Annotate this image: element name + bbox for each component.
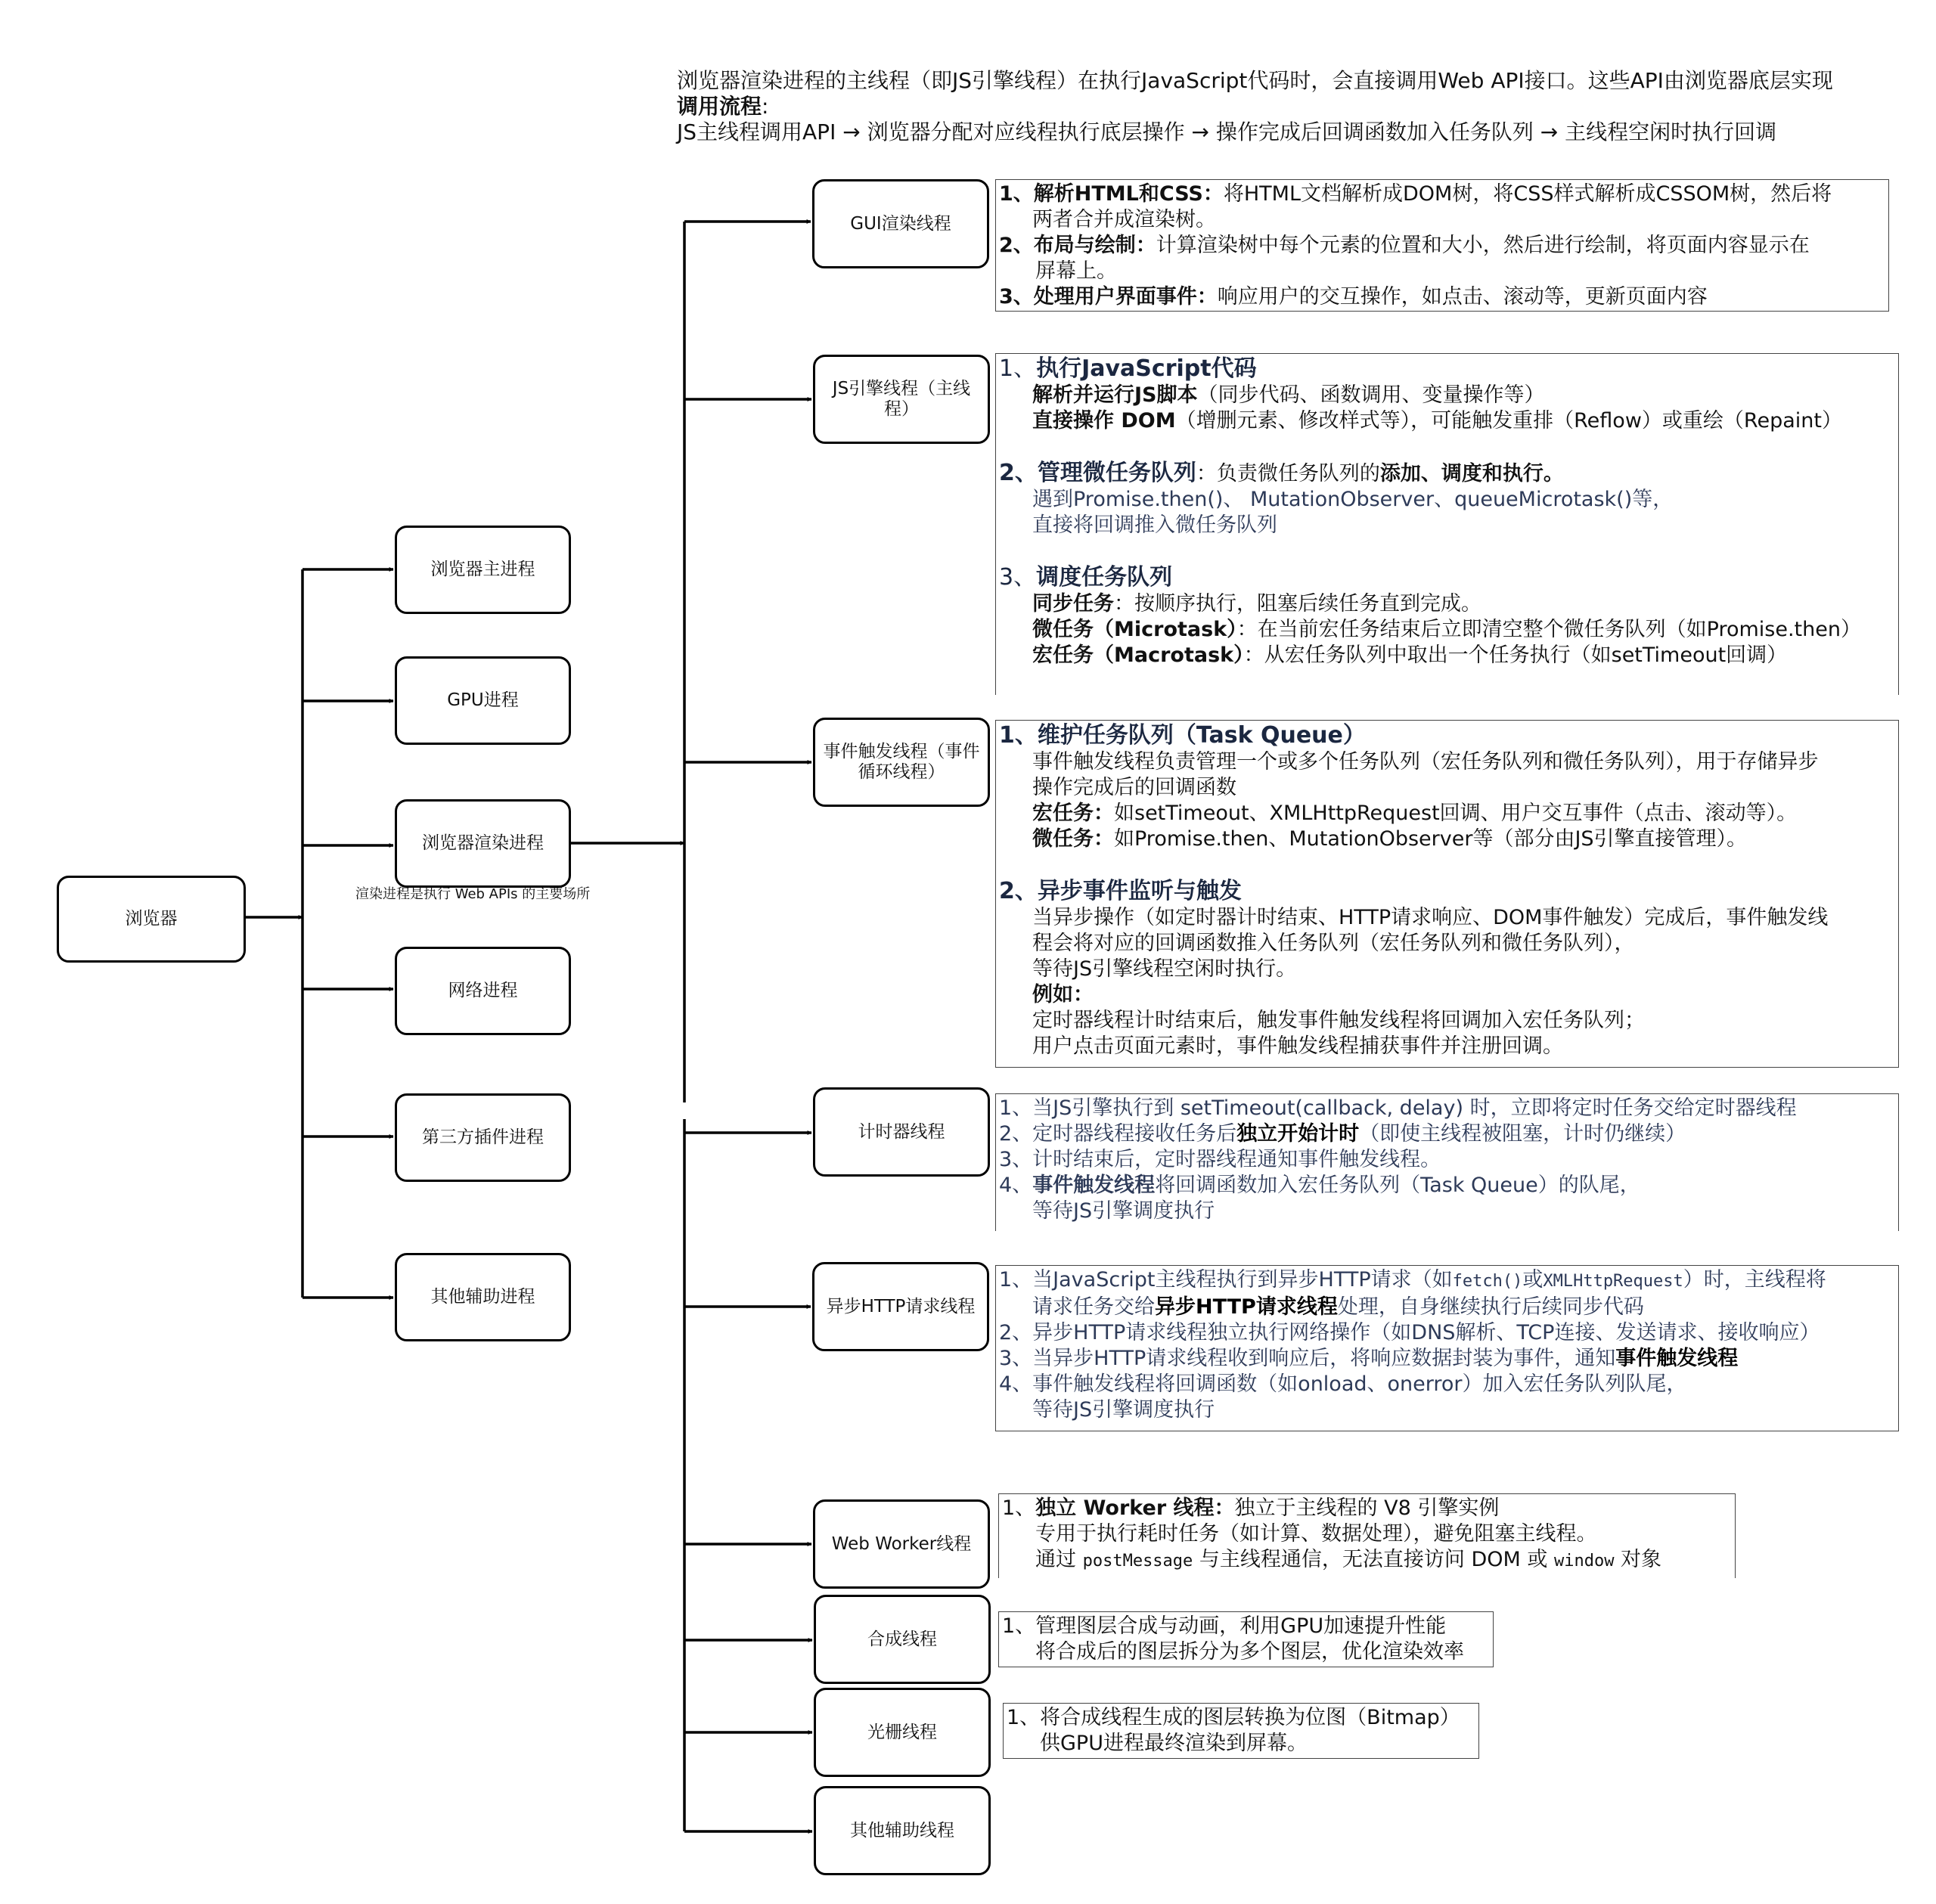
desc-timer-thread: 1、当JS引擎执行到 setTimeout(callback, delay) 时，立即将定时任务交给定时器线程 2、定时器线程接收任务后独立开始计时（即使主线程被阻塞，计时仍继续） 3、计时结束后，定时器线程通知事件触发线程。 4、事件触发线程将回调函数加入宏任务队列（Task Queue）的队尾， 等待JS引擎调度执行 bbox=[995, 1093, 1899, 1231]
intro-line-1: 浏览器渲染进程的主线程（即JS引擎线程）在执行JavaScript代码时，会直接调用Web API接口。这些API由浏览器底层实现 bbox=[677, 68, 1833, 93]
intro-line-2: 调用流程: bbox=[677, 94, 769, 119]
process-render: 浏览器渲染进程 bbox=[395, 799, 571, 888]
desc-raster-thread: 1、将合成线程生成的图层转换为位图（Bitmap） 供GPU进程最终渲染到屏幕。 bbox=[1003, 1703, 1479, 1759]
desc-composite-thread: 1、管理图层合成与动画，利用GPU加速提升性能 将合成后的图层拆分为多个图层，优化渲染效率 bbox=[998, 1611, 1494, 1667]
intro-flow-title: 调用流程 bbox=[677, 94, 762, 119]
desc-http-thread: 1、当JavaScript主线程执行到异步HTTP请求（如fetch()或XMLHttpRequest）时，主线程将 请求任务交给异步HTTP请求线程处理，自身继续执行后续同步代码 2、异步HTTP请求线程独立执行网络操作（如DNS解析、TCP连接、发送请求、接收响应） 3、当异步HTTP请求线程收到响应后，将响应数据封装为事件，通知事件触发线程 4、事件触发线程将回调函数（如onload、onerror）加入宏任务队列队尾， 等待JS引擎调度执行 bbox=[995, 1265, 1899, 1431]
desc-js-thread: 1、执行JavaScript代码 解析并运行JS脚本（同步代码、函数调用、变量操作等） 直接操作 DOM（增删元素、修改样式等），可能触发重排（Reflow）或重绘（Repaint） 2、管理微任务队列：负责微任务队列的添加、调度和执行。 遇到Promise.then()、 MutationObserver、queueMicrotask()等， 直接将回调推入微任务队列 3、调度任务队列 同步任务：按顺序执行，阻塞后续任务直到完成。 微任务（Microtask）：在当前宏任务结束后立即清空整个微任务队列（如Promise.then） 宏任务（Macrotask）：从宏任务队列中取出一个任务执行（如setTimeout回调） bbox=[995, 353, 1899, 695]
desc-gui-thread: 1、解析HTML和CSS：将HTML文档解析成DOM树，将CSS样式解析成CSSOM树，然后将 两者合并成渲染树。 2、布局与绘制：计算渲染树中每个元素的位置和大小，然后进行绘制，将页面内容显示在 屏幕上。 3、处理用户界面事件：响应用户的交互操作，如点击、滚动等，更新页面内容 bbox=[995, 179, 1889, 312]
thread-aux: 其他辅助线程 bbox=[814, 1786, 991, 1875]
thread-raster: 光栅线程 bbox=[814, 1688, 991, 1777]
render-process-caption: 渲染进程是执行 Web APIs 的主要场所 bbox=[355, 886, 591, 902]
root-browser: 浏览器 bbox=[57, 876, 246, 963]
process-main: 浏览器主进程 bbox=[395, 526, 571, 614]
process-aux: 其他辅助进程 bbox=[395, 1253, 571, 1341]
thread-gui: GUI渲染线程 bbox=[812, 179, 989, 268]
process-gpu: GPU进程 bbox=[395, 656, 571, 745]
desc-event-thread: 1、维护任务队列（Task Queue） 事件触发线程负责管理一个或多个任务队列（宏任务队列和微任务队列），用于存储异步 操作完成后的回调函数 宏任务：如setTimeout、XMLHttpRequest回调、用户交互事件（点击、滚动等）。 微任务：如Promise.then、MutationObserver等（部分由JS引擎直接管理）。 2、异步事件监听与触发 当异步操作（如定时器计时结束、HTTP请求响应、DOM事件触发）完成后，事件触发线 程会将对应的回调函数推入任务队列（宏任务队列和微任务队列）， 等待JS引擎线程空闲时执行。 例如： 定时器线程计时结束后，触发事件触发线程将回调加入宏任务队列； 用户点击页面元素时，事件触发线程捕获事件并注册回调。 bbox=[995, 720, 1899, 1068]
thread-timer: 计时器线程 bbox=[813, 1087, 990, 1177]
thread-composite: 合成线程 bbox=[814, 1595, 991, 1684]
intro-line-3: JS主线程调用API → 浏览器分配对应线程执行底层操作 → 操作完成后回调函数加入任务队列 → 主线程空闲时执行回调 bbox=[677, 119, 1777, 144]
intro-text bbox=[677, 68, 1833, 145]
thread-http: 异步HTTP请求线程 bbox=[812, 1262, 989, 1351]
thread-js: JS引擎线程（主线程） bbox=[813, 355, 990, 444]
process-plugin: 第三方插件进程 bbox=[395, 1093, 571, 1182]
process-network: 网络进程 bbox=[395, 947, 571, 1035]
thread-worker: Web Worker线程 bbox=[813, 1499, 990, 1589]
thread-event: 事件触发线程（事件循环线程） bbox=[813, 718, 990, 807]
desc-worker-thread: 1、独立 Worker 线程：独立于主线程的 V8 引擎实例 专用于执行耗时任务（如计算、数据处理），避免阻塞主线程。 通过 postMessage 与主线程通信，无法直接访问 DOM 或 window 对象 bbox=[998, 1493, 1736, 1578]
